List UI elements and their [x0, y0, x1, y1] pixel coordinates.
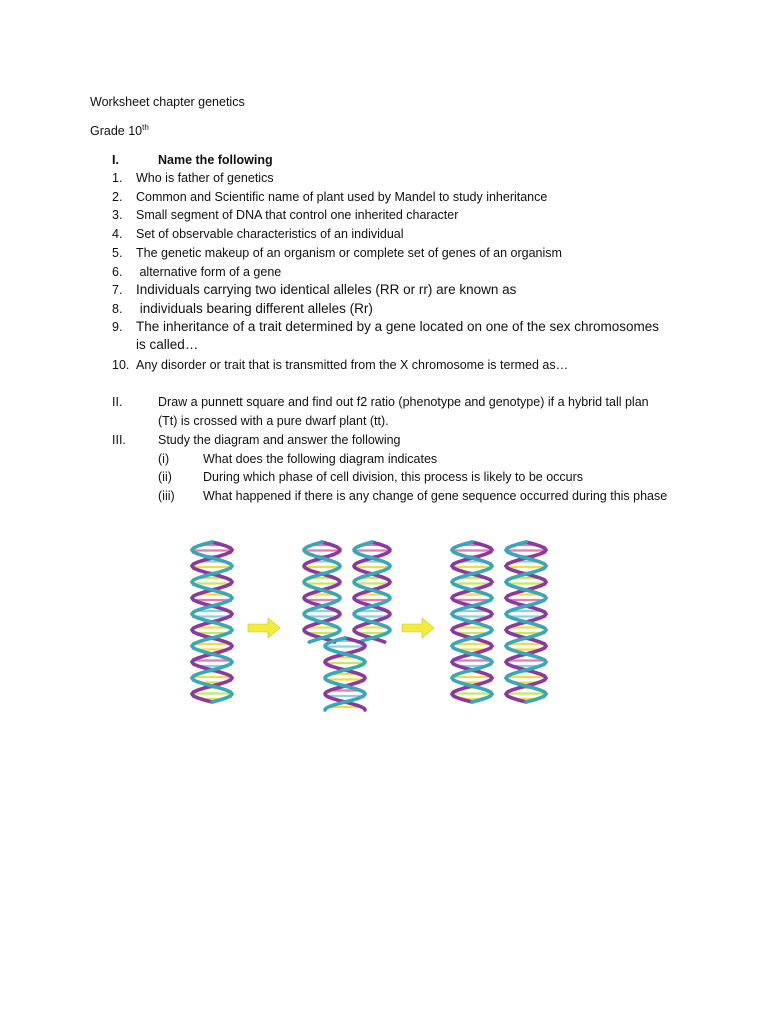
- item-number: 3.: [112, 208, 123, 222]
- dna-helix-unzip-base: [325, 638, 365, 710]
- dna-helix-unzip-right: [354, 542, 390, 642]
- item-number: 10.: [112, 358, 130, 372]
- item-text: is called…: [136, 337, 199, 352]
- sub-item-text: What happened if there is any change of gene sequence occurred during this phase: [203, 489, 668, 503]
- worksheet-title: Worksheet chapter genetics: [90, 95, 245, 109]
- dna-helix-original: [192, 542, 232, 702]
- dna-replication-diagram: [140, 534, 580, 720]
- item-text: Common and Scientific name of plant used by Mandel to study inheritance: [136, 190, 548, 204]
- item-text: individuals bearing different alleles (Rr): [136, 301, 373, 316]
- section-3-line1: Study the diagram and answer the following: [158, 433, 401, 447]
- section-2-line2: (Tt) is crossed with a pure dwarf plant (tt).: [158, 414, 389, 428]
- section-3-roman: III.: [112, 433, 126, 447]
- grade-text: Grade 10: [90, 124, 143, 138]
- item-number: 6.: [112, 265, 123, 279]
- item-number: 5.: [112, 246, 123, 260]
- item-number: 7.: [112, 283, 123, 297]
- item-number: 9.: [112, 320, 123, 334]
- dna-helix-daughter-2: [506, 542, 546, 702]
- arrow-right-icon: [248, 618, 280, 638]
- section-1-roman: I.: [112, 153, 119, 167]
- sub-item-text: During which phase of cell division, this process is likely to be occurs: [203, 470, 584, 484]
- item-number: 4.: [112, 227, 123, 241]
- item-text: The inheritance of a trait determined by a gene located on one of the sex chromosomes: [136, 319, 660, 334]
- item-text: The genetic makeup of an organism or complete set of genes of an organism: [136, 246, 562, 260]
- sub-item-text: What does the following diagram indicates: [203, 452, 438, 466]
- section-1-title: Name the following: [158, 153, 273, 167]
- sub-item-number: (ii): [158, 470, 172, 484]
- item-number: 8.: [112, 302, 123, 316]
- sub-item-number: (i): [158, 452, 170, 466]
- item-number: 2.: [112, 190, 123, 204]
- grade-line: [90, 122, 149, 140]
- grade-sup: th: [142, 122, 149, 132]
- item-text: Who is father of genetics: [136, 171, 274, 185]
- item-text: alternative form of a gene: [136, 265, 282, 279]
- section-2-line1: Draw a punnett square and find out f2 ratio (phenotype and genotype) if a hybrid tall plan: [158, 395, 649, 409]
- item-number: 1.: [112, 171, 123, 185]
- dna-helix-daughter-1: [452, 542, 492, 702]
- item-text: Set of observable characteristics of an individual: [136, 227, 404, 241]
- sub-item-number: (iii): [158, 489, 175, 503]
- item-text: Individuals carrying two identical alleles (RR or rr) are known as: [136, 282, 517, 297]
- dna-helix-unzip-left: [304, 542, 340, 642]
- section-2-roman: II.: [112, 395, 123, 409]
- arrow-right-icon: [402, 618, 434, 638]
- item-text: Small segment of DNA that control one inherited character: [136, 208, 459, 222]
- item-text: Any disorder or trait that is transmitted from the X chromosome is termed as…: [136, 358, 569, 372]
